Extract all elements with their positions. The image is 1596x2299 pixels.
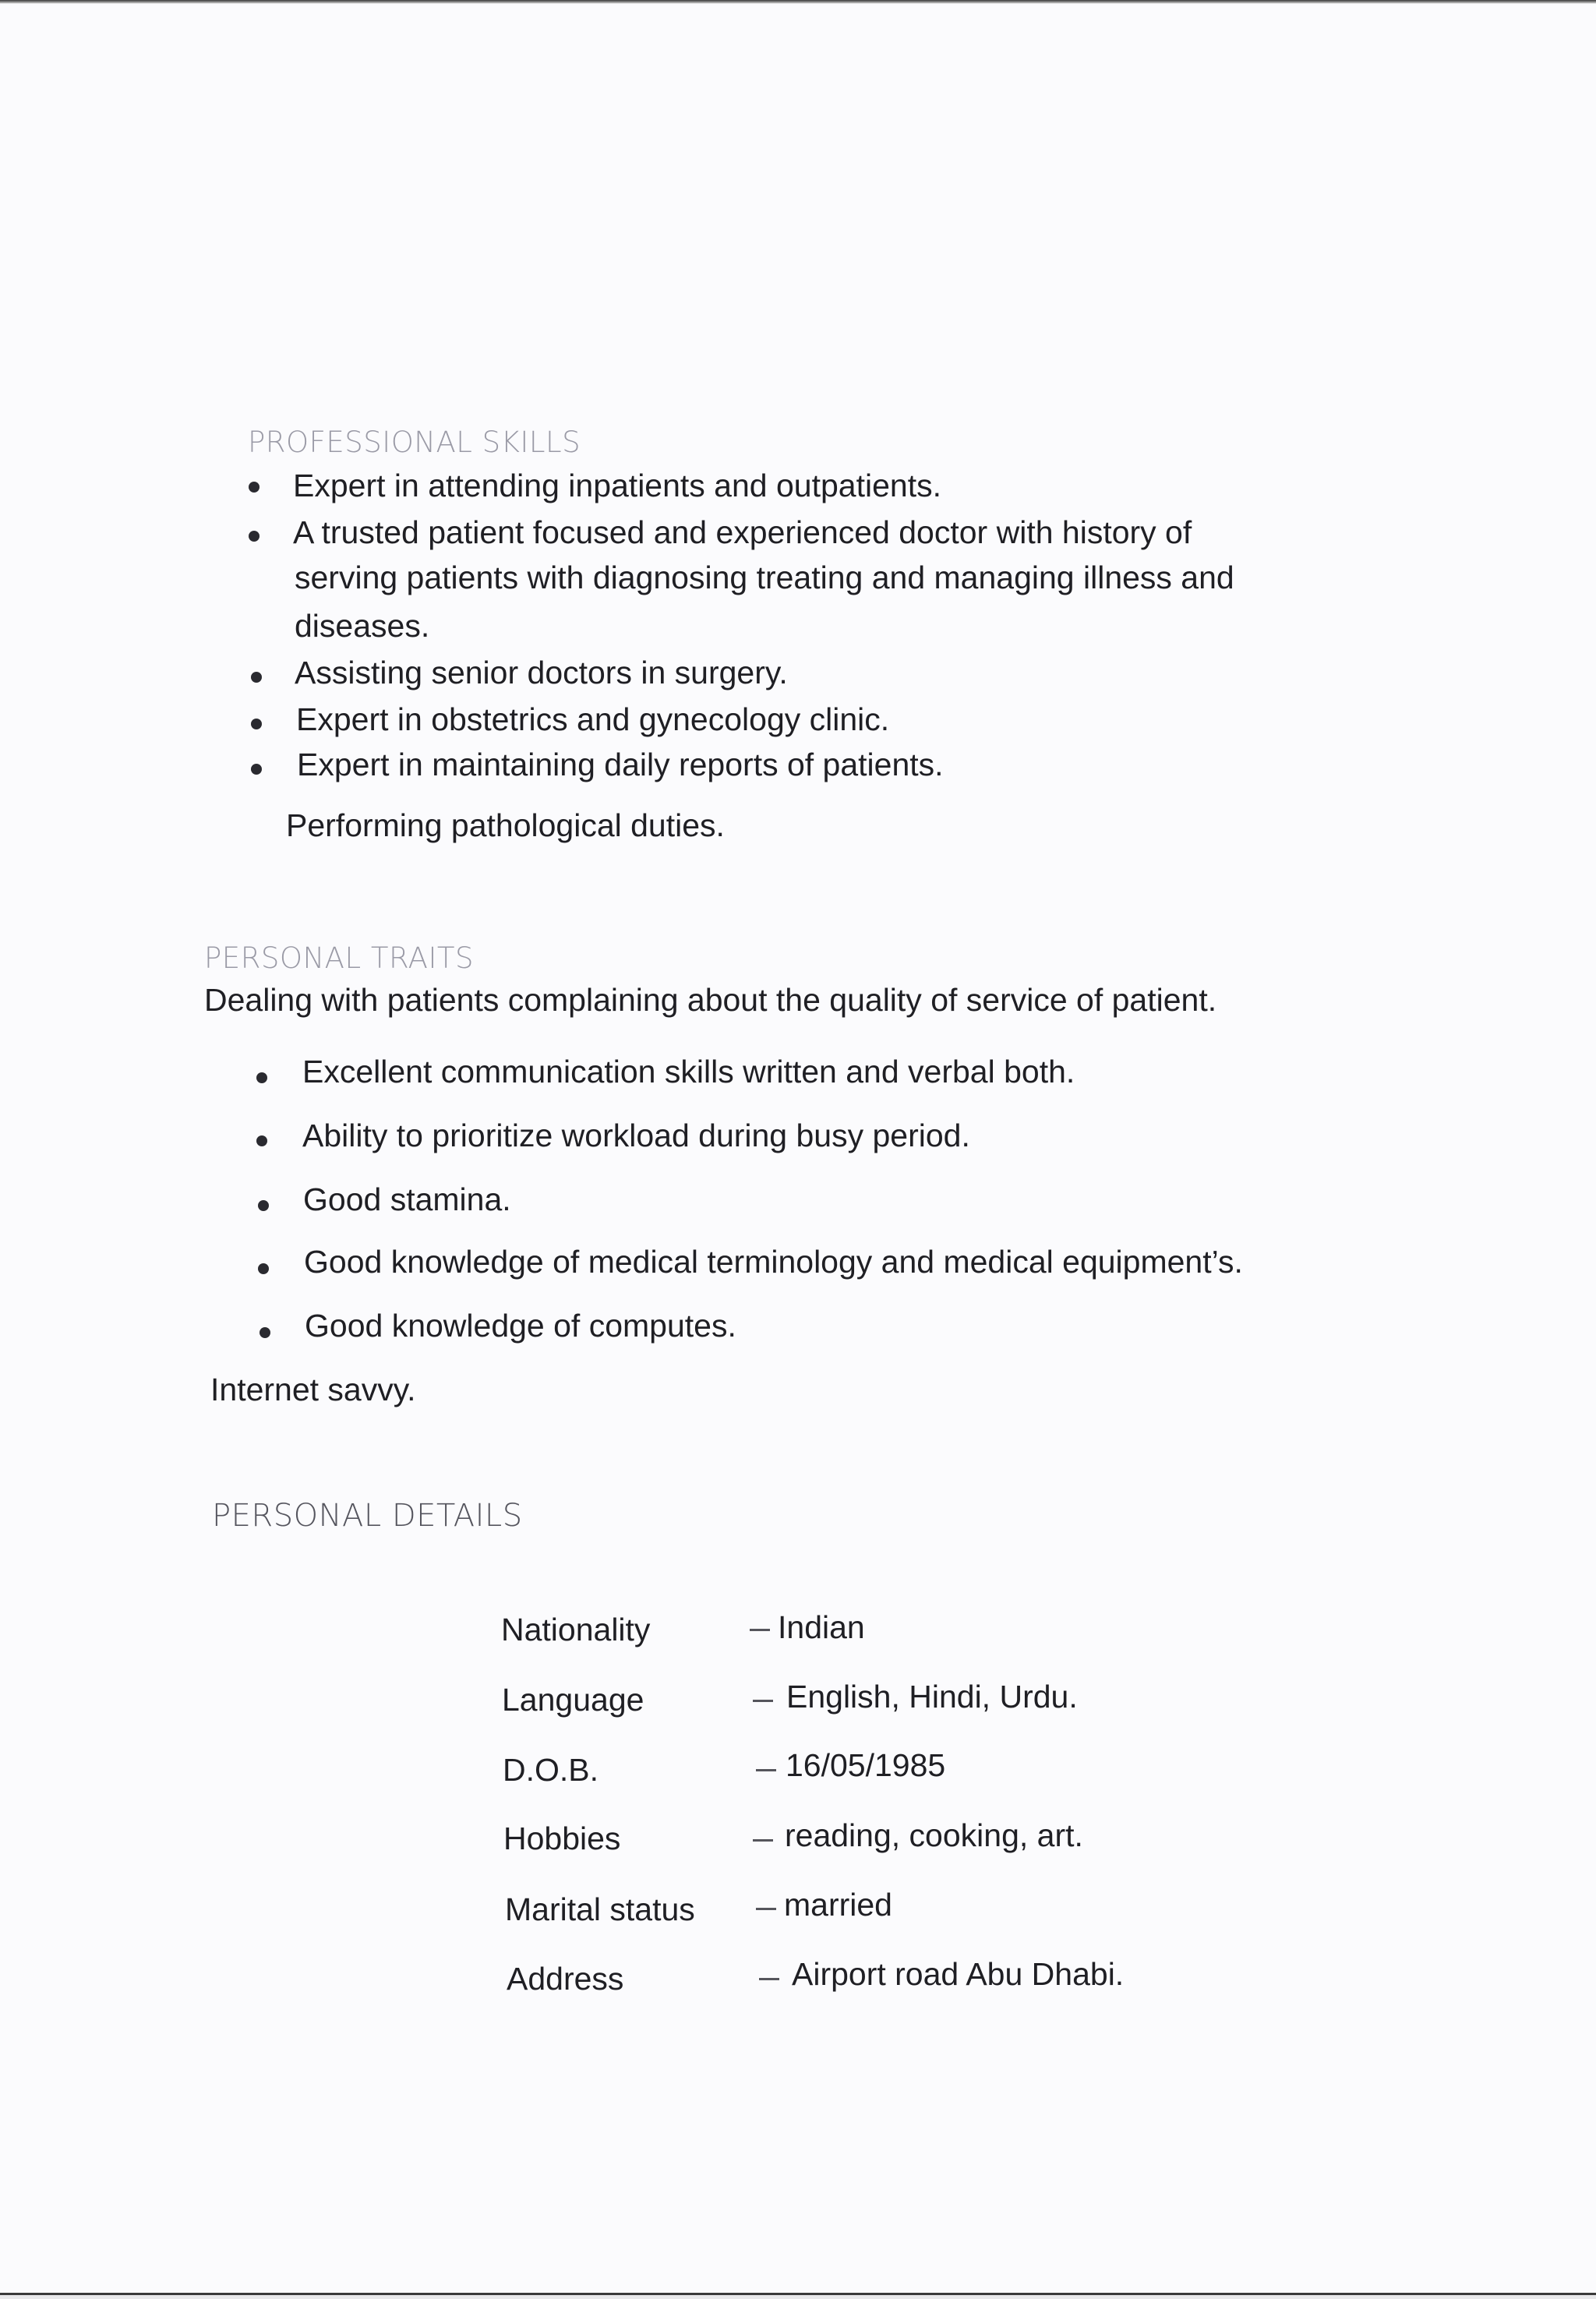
bullet-dot	[260, 1327, 270, 1338]
detail-label-dob: D.O.B.	[503, 1752, 599, 1788]
bullet-dot	[256, 1072, 267, 1083]
detail-value-language: English, Hindi, Urdu.	[786, 1679, 1078, 1715]
detail-label-nationality: Nationality	[501, 1612, 651, 1647]
personal-details-heading: PERSONAL DETAILS	[212, 1498, 523, 1534]
dash-separator	[756, 1908, 776, 1910]
trait-item-5: Good knowledge of computes.	[305, 1308, 736, 1344]
detail-value-hobbies: reading, cooking, art.	[785, 1817, 1083, 1853]
traits-intro: Dealing with patients complaining about the quality of service of patient.	[204, 982, 1217, 1018]
traits-trailing-line: Internet savvy.	[210, 1372, 416, 1407]
scan-bottom-margin	[0, 2295, 1596, 2299]
detail-label-hobbies: Hobbies	[503, 1820, 621, 1856]
bullet-dot	[251, 764, 262, 775]
skill-item-3: Assisting senior doctors in surgery.	[295, 655, 788, 690]
skill-item-2-continuation-2: diseases.	[295, 608, 430, 644]
detail-value-nationality: Indian	[778, 1609, 865, 1645]
skill-item-2-continuation-1: serving patients with diagnosing treating and managing illness and	[295, 560, 1234, 595]
bullet-dot	[249, 531, 260, 542]
dash-separator	[750, 1629, 770, 1631]
skill-trailing-line: Performing pathological duties.	[286, 807, 725, 843]
bullet-dot	[249, 482, 260, 493]
skill-item-5: Expert in maintaining daily reports of patients.	[297, 747, 944, 782]
dash-separator	[759, 1978, 779, 1980]
skill-item-1: Expert in attending inpatients and outpatients.	[293, 468, 941, 503]
trait-item-3: Good stamina.	[303, 1181, 511, 1217]
skill-item-2: A trusted patient focused and experienced doctor with history of	[293, 514, 1192, 550]
detail-label-marital-status: Marital status	[505, 1891, 695, 1927]
detail-label-language: Language	[502, 1682, 644, 1718]
trait-item-1: Excellent communication skills written and verbal both.	[302, 1054, 1075, 1089]
dash-separator	[756, 1769, 776, 1771]
trait-item-4: Good knowledge of medical terminology and medical equipment’s.	[304, 1244, 1243, 1280]
bullet-dot	[251, 719, 262, 729]
personal-traits-heading: PERSONAL TRAITS	[204, 941, 474, 975]
scan-top-edge	[0, 0, 1596, 4]
detail-label-address: Address	[507, 1961, 624, 1997]
detail-value-dob: 16/05/1985	[786, 1747, 946, 1783]
bullet-dot	[258, 1263, 269, 1274]
trait-item-2: Ability to prioritize workload during busy period.	[302, 1118, 970, 1153]
professional-skills-heading: PROFESSIONAL SKILLS	[248, 426, 581, 459]
dash-separator	[753, 1839, 773, 1842]
bullet-dot	[256, 1135, 267, 1146]
dash-separator	[753, 1700, 773, 1702]
detail-value-address: Airport road Abu Dhabi.	[792, 1956, 1125, 1992]
bullet-dot	[258, 1200, 269, 1211]
skill-item-4: Expert in obstetrics and gynecology clinic.	[296, 701, 890, 737]
bullet-dot	[251, 672, 262, 683]
detail-value-marital-status: married	[784, 1887, 892, 1923]
